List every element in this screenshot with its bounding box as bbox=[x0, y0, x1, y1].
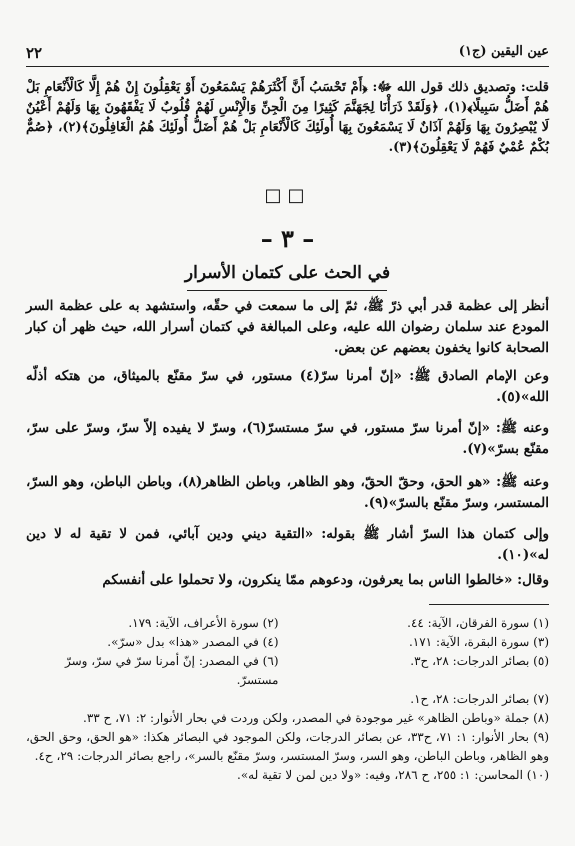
paragraph-6-block bbox=[26, 570, 549, 591]
footnote-grid bbox=[26, 614, 549, 709]
header-rule bbox=[26, 66, 549, 67]
paragraph-3-block bbox=[26, 418, 549, 460]
footnote: (٧) بصائر الدرجات: ٢٨، ح١. bbox=[410, 692, 549, 706]
intro-quote-block bbox=[26, 78, 549, 158]
footnote: (١٠) المحاسن: ١: ٢٥٥، ح ٢٨٦، وفيه: «ولا دين لمن لا تقية له». bbox=[237, 768, 549, 782]
section-separator: □□ bbox=[264, 185, 311, 206]
paragraph-1-block bbox=[26, 296, 549, 359]
running-head bbox=[26, 30, 549, 60]
footnote: (٣) سورة البقرة، الآية: ١٧١. bbox=[408, 635, 549, 649]
paragraph-4-block bbox=[26, 472, 549, 514]
page-number: ٢٢ bbox=[26, 44, 43, 62]
paragraph: وعنه ﷺ: «إنّ أمرنا سرّ مستور، في سرّ مستسرّ(٦)، وسرّ لا يفيده إلاّ سرّ، وسرّ على سرّ، مقنّع بسرّ»(٧). bbox=[26, 420, 549, 457]
footnote: (٨) جملة «وباطن الظاهر» غير موجودة في المصدر، ولكن وردت في بحار الأنوار: ٢: ٧١، ح ٣٣. bbox=[83, 711, 549, 725]
paragraph: وعن الإمام الصادق ﷺ: «إنّ أمرنا سرّ(٤) مستور، في سرّ مقنّع بالميثاق، من هتكه أذلّه الله»(٥). bbox=[26, 368, 550, 405]
footnote: (٥) بصائر الدرجات: ٢٨، ح٣. bbox=[410, 654, 549, 668]
paragraph: وقال: «خالطوا الناس بما يعرفون، ودعوهم ممّا ينكرون، ولا تحملوا على أنفسكم bbox=[102, 572, 549, 588]
footnote: (٩) بحار الأنوار: ١: ٧١، ح٣٣، عن بصائر الدرجات، ولكن الموجود في البصائر هكذا: «هو الحق، وحق الحق، وهو الظاهر، وباطن الباطن، وهو السر، وسرّ المستسر، وسرّ مقنّع بالسر»، راجع بصائر الدرجات: ٢٩، ح٤. bbox=[26, 730, 550, 763]
paragraph: أنظر إلى عظمة قدر أبي ذرّ ﷺ، ثمّ إلى ما سمعت في حقّه، واستشهد به على عظمة السر المودع عند سلمان رضوان الله عليه، وعلى المبالغة في كتمان أسرار الله، حيث ظهر أن كبار الصحابة كانوا يخفون بعضهم عن بعض. bbox=[26, 298, 549, 356]
footnote: (١) سورة الفرقان، الآية: ٤٤. bbox=[407, 616, 549, 630]
footnote: (٤) في المصدر «هذا» بدل «سرّ». bbox=[107, 635, 279, 649]
book-title: عين اليقين (ج١) bbox=[458, 44, 549, 59]
footnote: (٢) سورة الأعراف، الآية: ١٧٩. bbox=[128, 616, 279, 630]
intro-quote: قلت: وتصديق ذلك قول الله ﷻ: ﴿أَمْ تَحْسَبُ أَنَّ أَكْثَرَهُمْ يَسْمَعُونَ أَوْ يَعْقِلُونَ إِنْ هُمْ إِلَّا كَالْأَنْعَامِ بَلْ هُمْ أَضَلُّ سَبِيلًا﴾(١)، ﴿وَلَقَدْ ذَرَأْنَا لِجَهَنَّمَ كَثِيرًا مِنَ الْجِنِّ وَالْإِنْسِ لَهُمْ قُلُوبٌ لَا يَفْقَهُونَ بِهَا وَلَهُمْ أَعْيُنٌ لَا يُبْصِرُونَ بِهَا وَلَهُمْ آذَانٌ لَا يَسْمَعُونَ بِهَا أُولَئِكَ كَالْأَنْعَامِ بَلْ هُمْ أَضَلُّ أُولَئِكَ هُمُ الْغَافِلُونَ﴾(٢)، ﴿صُمٌّ بُكْمٌ عُمْيٌ فَهُمْ لَا يَعْقِلُونَ﴾(٣). bbox=[26, 80, 549, 155]
chapter-title: في الحث على كتمان الأسرار bbox=[184, 263, 391, 283]
footnote-rule bbox=[429, 604, 549, 605]
footnote bbox=[26, 690, 279, 709]
title-underline bbox=[187, 290, 387, 291]
chapter-number: – ٣ – bbox=[260, 224, 315, 253]
paragraph-5-block bbox=[26, 524, 549, 566]
footnote: (٦) في المصدر: إنّ أمرنا سرّ في سرّ، وسرّ مستسرّ. bbox=[64, 654, 279, 687]
paragraph-2-block bbox=[26, 366, 549, 408]
footnotes bbox=[26, 614, 549, 785]
paragraph: وعنه ﷺ: «هو الحق، وحقّ الحقّ، وهو الظاهر، وباطن الظاهر(٨)، وباطن الباطن، وهو السرّ، المستسر، وسرّ مقنّع بالسرّ»(٩). bbox=[26, 474, 549, 511]
paragraph: وإلى كتمان هذا السرّ أشار ﷺ بقوله: «التقية ديني ودين آبائي، فمن لا تقية له لا دين له»(١٠). bbox=[26, 526, 549, 563]
